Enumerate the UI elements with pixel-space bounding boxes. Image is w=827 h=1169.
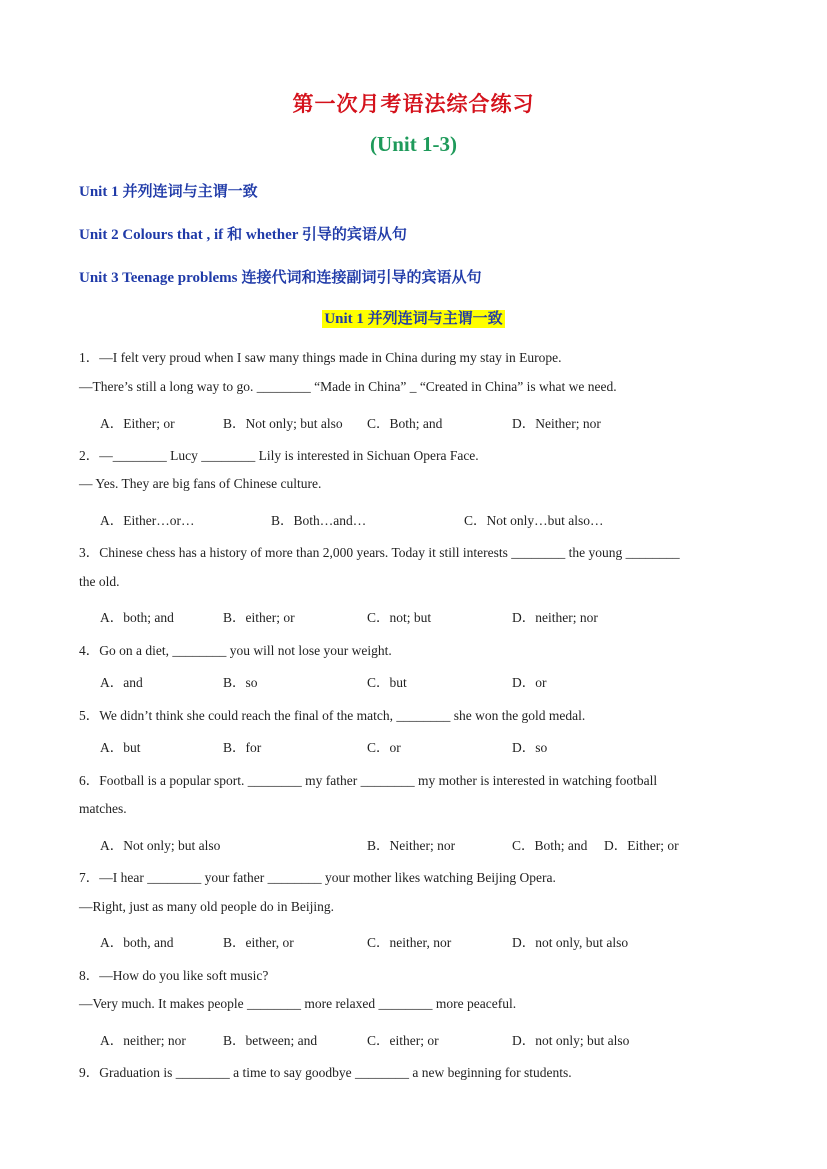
unit-2-summary	[79, 223, 407, 244]
question-4-option-c[interactable]: C．but	[367, 675, 407, 690]
question-1-option-d[interactable]: D．Neither; nor	[512, 416, 601, 431]
question-2-option-b[interactable]: B．Both…and…	[271, 513, 367, 528]
question-4-option-b[interactable]: B．so	[223, 675, 258, 690]
question-5-option-a[interactable]: A．but	[100, 740, 141, 755]
page-subtitle: (Unit 1-3)	[370, 132, 457, 156]
question-2-option-a[interactable]: A．Either…or…	[100, 513, 195, 528]
question-4-option-a[interactable]: A．and	[100, 675, 143, 690]
question-8-option-d[interactable]: D．not only; but also	[512, 1033, 630, 1048]
question-4-stem: 4．Go on a diet, ________ you will not lose your weight.	[79, 643, 392, 658]
question-3-option-d[interactable]: D．neither; nor	[512, 610, 598, 625]
question-6-option-d[interactable]: D．Either; or	[604, 838, 679, 853]
question-1-option-b[interactable]: B．Not only; but also	[223, 416, 343, 431]
question-7-reply: —Right, just as many old people do in Beijing.	[79, 899, 334, 914]
question-7-option-c[interactable]: C．neither, nor	[367, 935, 452, 950]
question-8-option-c[interactable]: C．either; or	[367, 1033, 439, 1048]
question-1-stem: 1．—I felt very proud when I saw many things made in China during my stay in Europe.	[79, 350, 562, 365]
unit-1-summary	[79, 180, 258, 201]
page-title: 第一次月考语法综合练习	[292, 92, 535, 116]
unit-label: Unit 3 Teenage problems	[79, 270, 238, 286]
unit-3-summary	[79, 266, 482, 287]
question-7-option-d[interactable]: D．not only, but also	[512, 935, 629, 950]
section-heading-text: Unit 1 并列连词与主谓一致	[324, 311, 503, 327]
question-8-stem: 8．—How do you like soft music?	[79, 968, 269, 983]
question-7-stem: 7．—I hear ________ your father ________ your mother likes watching Beijing Opera.	[79, 870, 556, 885]
question-6-option-c[interactable]: C．Both; and	[512, 838, 588, 853]
question-3-option-b[interactable]: B．either; or	[223, 610, 295, 625]
unit-label: Unit 1	[79, 184, 119, 200]
question-7-option-b[interactable]: B．either, or	[223, 935, 294, 950]
unit-label: Unit 2 Colours that , if	[79, 227, 224, 243]
question-8-option-a[interactable]: A．neither; nor	[100, 1033, 186, 1048]
question-1-option-c[interactable]: C．Both; and	[367, 416, 443, 431]
question-1-reply: —There’s still a long way to go. ________ “Made in China” _ “Created in China” is what we need.	[79, 379, 617, 394]
question-1-option-a[interactable]: A．Either; or	[100, 416, 175, 431]
question-8-option-b[interactable]: B．between; and	[223, 1033, 318, 1048]
question-8-reply: —Very much. It makes people ________ more relaxed ________ more peaceful.	[79, 996, 517, 1011]
question-3-option-a[interactable]: A．both; and	[100, 610, 174, 625]
question-6-stem: 6．Football is a popular sport. ________ my father ________ my mother is interested in watching football	[79, 773, 658, 788]
question-6-option-b[interactable]: B．Neither; nor	[367, 838, 456, 853]
question-5-option-c[interactable]: C．or	[367, 740, 401, 755]
unit-topic: 并列连词与主谓一致	[122, 184, 258, 200]
question-5-option-d[interactable]: D．so	[512, 740, 548, 755]
section-heading	[0, 307, 827, 328]
question-5-option-b[interactable]: B．for	[223, 740, 262, 755]
question-2-stem: 2．—________ Lucy ________ Lily is interested in Sichuan Opera Face.	[79, 448, 479, 463]
question-3-continuation: the old.	[79, 574, 120, 589]
question-6-option-a[interactable]: A．Not only; but also	[100, 838, 221, 853]
question-4-option-d[interactable]: D．or	[512, 675, 547, 690]
question-2-reply: — Yes. They are big fans of Chinese culture.	[79, 476, 322, 491]
question-5-stem: 5．We didn’t think she could reach the final of the match, ________ she won the gold medal.	[79, 708, 586, 723]
question-3-stem: 3．Chinese chess has a history of more than 2,000 years. Today it still interests ________ the young ________	[79, 545, 680, 560]
unit-topic: 连接代词和连接副词引导的宾语从句	[241, 270, 482, 286]
question-2-option-c[interactable]: C．Not only…but also…	[464, 513, 604, 528]
question-7-option-a[interactable]: A．both, and	[100, 935, 174, 950]
question-3-option-c[interactable]: C．not; but	[367, 610, 432, 625]
question-6-continuation: matches.	[79, 801, 127, 816]
question-9-stem: 9．Graduation is ________ a time to say goodbye ________ a new beginning for students.	[79, 1065, 572, 1080]
unit-topic: 和 whether 引导的宾语从句	[227, 227, 407, 243]
